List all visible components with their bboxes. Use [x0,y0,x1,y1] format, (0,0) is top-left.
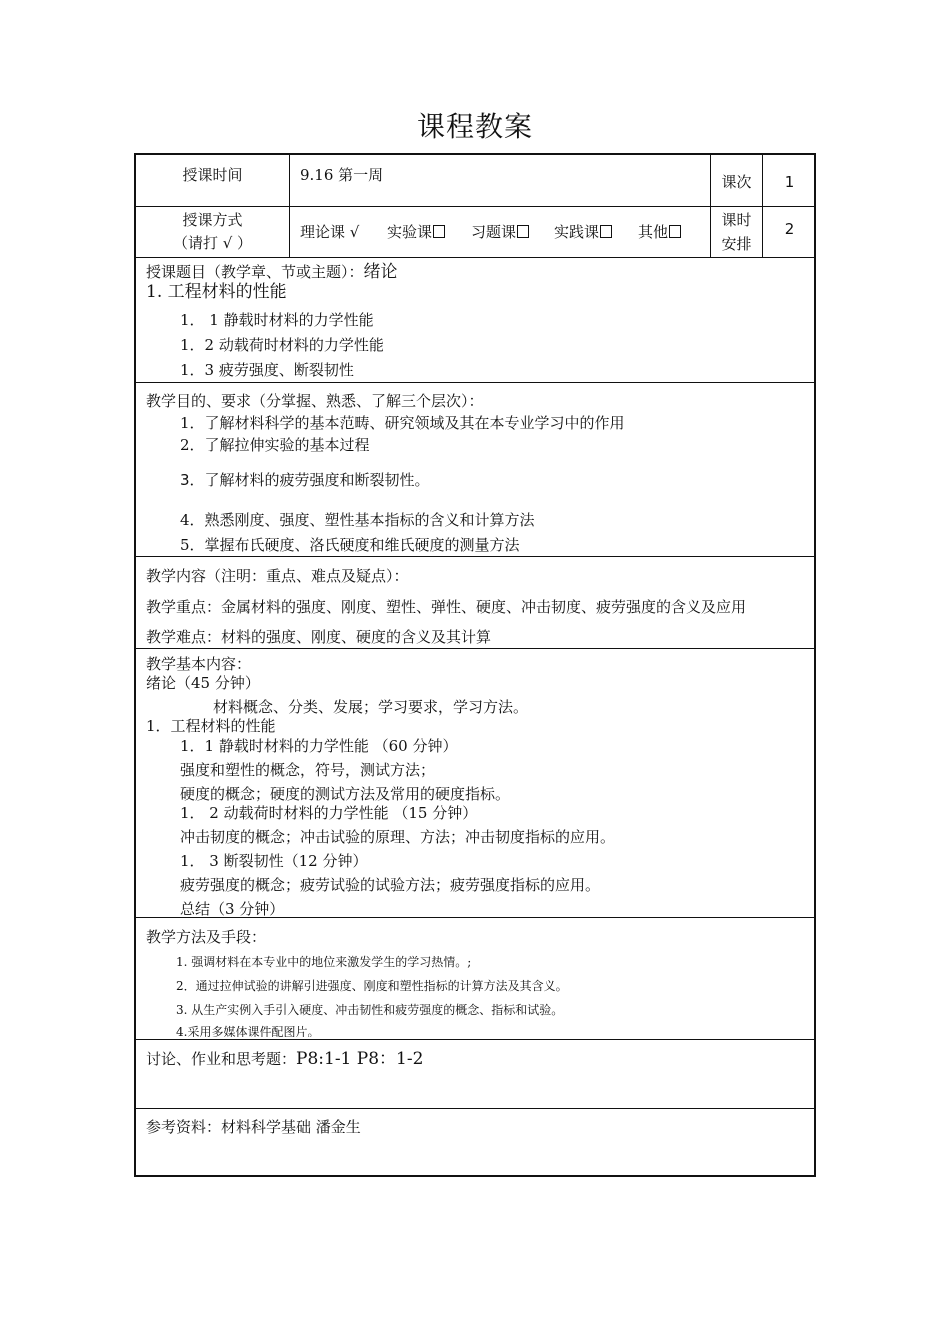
row-divider [136,206,814,207]
basic-line: 绪论（45 分钟） [146,674,260,692]
objective-item: 3．了解材料的疲劳强度和断裂韧性。 [180,471,430,489]
methods-label: 教学方法及手段： [146,928,267,946]
basic-line: 疲劳强度的概念；疲劳试验的试验方法；疲劳强度指标的应用。 [180,876,601,894]
session-value: 1 [784,173,795,191]
difficult-points: 教学难点：材料的强度、刚度、硬度的含义及其计算 [146,628,492,646]
method-item: 3. 从生产实例入手引入硬度、冲击韧性和疲劳强度的概念、指标和试验。 [176,1003,564,1017]
row-divider [136,648,814,649]
mode-option-practice: 实践课 [554,223,612,241]
topic-section: 1. 工程材料的性能 [146,282,287,302]
homework [146,1050,423,1068]
basic-line: 1．1 静载时材料的力学性能 （60 分钟） [180,737,458,755]
basic-line: 1．工程材料的性能 [146,717,276,735]
topic-item: 1．3 疲劳强度、断裂韧性 [180,361,354,379]
row-divider [136,1039,814,1040]
basic-line: 总结（3 分钟） [180,900,285,918]
objective-item: 4．熟悉刚度、强度、塑性基本指标的含义和计算方法 [180,511,535,529]
checkbox-icon [600,225,612,238]
method-item: 2．通过拉伸试验的讲解引进强度、刚度和塑性指标的计算方法及其含义。 [176,979,568,993]
references: 参考资料：材料科学基础 潘金生 [146,1118,361,1136]
key-points: 教学重点：金属材料的强度、刚度、塑性、弹性、硬度、冲击韧度、疲劳强度的含义及应用 [146,598,747,616]
objectives-label: 教学目的、要求（分掌握、熟悉、了解三个层次）： [146,392,484,410]
hours-label-2: 安排 [721,235,752,253]
page-title: 课程教案 [416,110,533,143]
checkbox-icon [669,225,681,238]
mode-hint: （请打 √ ） [172,234,253,252]
basic-line: 材料概念、分类、发展；学习要求，学习方法。 [213,698,529,716]
time-value: 9.16 第一周 [300,166,384,184]
topic-item: 1．2 动载荷时材料的力学性能 [180,336,384,354]
col-divider [289,155,290,257]
topic-title: 绪论 [363,262,398,282]
method-item: 4.采用多媒体课件配图片。 [176,1025,320,1037]
basic-line: 硬度的概念；硬度的测试方法及常用的硬度指标。 [180,785,511,803]
objective-item: 5．掌握布氏硬度、洛氏硬度和维氏硬度的测量方法 [180,536,520,554]
mode-option-lab: 实验课 [387,223,445,241]
session-label: 课次 [721,173,752,191]
basic-line: 冲击韧度的概念；冲击试验的原理、方法；冲击韧度指标的应用。 [180,828,616,846]
hours-label: 课时 [721,211,752,229]
hours-value: 2 [784,220,795,238]
row-divider [136,556,814,557]
content-label: 教学内容（注明：重点、难点及疑点）： [146,567,409,585]
mode-option-other: 其他 [638,223,681,241]
lesson-plan-table [134,153,816,1177]
col-divider [762,155,763,257]
topic-item: 1． 1 静载时材料的力学性能 [180,311,374,329]
method-item: 1. 强调材料在本专业中的地位来激发学生的学习热情。; [176,955,472,969]
row-divider [136,382,814,383]
objective-item: 2．了解拉伸实验的基本过程 [180,436,370,454]
basic-label: 教学基本内容： [146,655,252,673]
row-divider [136,1108,814,1109]
row-divider [136,257,814,258]
mode-option-exercise: 习题课 [471,223,529,241]
basic-line: 1． 2 动载荷时材料的力学性能 （15 分钟） [180,804,478,822]
mode-label: 授课方式 [182,211,243,229]
homework-value: P8:1-1 P8：1-2 [296,1049,424,1069]
basic-line: 1． 3 断裂韧性（12 分钟） [180,852,368,870]
mode-option-theory: 理论课 √ [300,223,360,241]
homework-label: 讨论、作业和思考题： [146,1050,297,1068]
topic-label: 授课题目（教学章、节或主题）：绪论 [146,262,398,282]
objective-item: 1．了解材料科学的基本范畴、研究领域及其在本专业学习中的作用 [180,414,625,432]
time-label: 授课时间 [182,166,243,184]
basic-line: 强度和塑性的概念，符号，测试方法； [180,761,436,779]
checkbox-icon [517,225,529,238]
checkbox-icon [433,225,445,238]
